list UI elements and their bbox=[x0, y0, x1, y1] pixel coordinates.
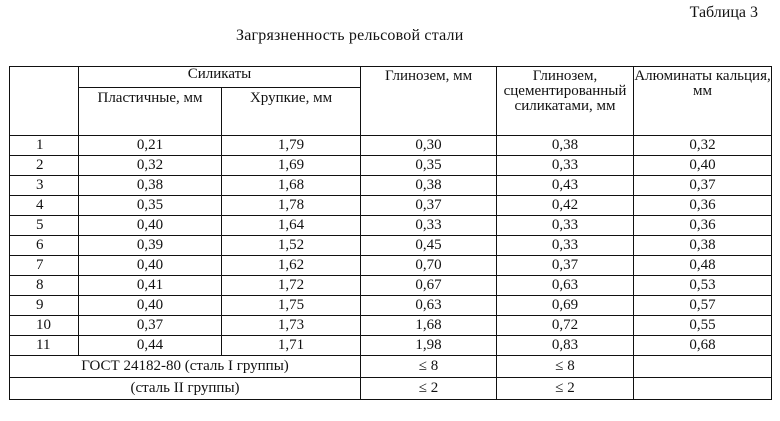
cell-number: 2 bbox=[10, 156, 79, 176]
cell-alumina: 0,33 bbox=[361, 216, 497, 236]
header-silicates: Силикаты bbox=[79, 67, 361, 88]
footer-alumina-cemented: ≤ 2 bbox=[497, 378, 634, 400]
cell-calcium-aluminates: 0,68 bbox=[634, 336, 772, 356]
table-row bbox=[10, 136, 772, 156]
cell-alumina: 0,45 bbox=[361, 236, 497, 256]
cell-brittle: 1,75 bbox=[222, 296, 361, 316]
cell-alumina-cemented: 0,69 bbox=[497, 296, 634, 316]
cell-alumina-cemented: 0,38 bbox=[497, 136, 634, 156]
cell-calcium-aluminates: 0,48 bbox=[634, 256, 772, 276]
header-calcium-aluminates: Алюминаты кальция, мм bbox=[634, 67, 772, 136]
cell-number: 4 bbox=[10, 196, 79, 216]
header-row-top bbox=[10, 67, 772, 88]
cell-alumina: 0,63 bbox=[361, 296, 497, 316]
cell-calcium-aluminates: 0,57 bbox=[634, 296, 772, 316]
cell-brittle: 1,73 bbox=[222, 316, 361, 336]
table-row bbox=[10, 156, 772, 176]
cell-number: 10 bbox=[10, 316, 79, 336]
cell-alumina: 0,35 bbox=[361, 156, 497, 176]
table-number: Таблица 3 bbox=[689, 4, 758, 21]
header-alumina: Глинозем, мм bbox=[361, 67, 497, 136]
cell-brittle: 1,72 bbox=[222, 276, 361, 296]
cell-plastic: 0,40 bbox=[79, 296, 222, 316]
cell-alumina-cemented: 0,42 bbox=[497, 196, 634, 216]
contamination-table bbox=[9, 66, 772, 400]
cell-brittle: 1,71 bbox=[222, 336, 361, 356]
table-row bbox=[10, 176, 772, 196]
cell-alumina-cemented: 0,63 bbox=[497, 276, 634, 296]
cell-alumina: 0,37 bbox=[361, 196, 497, 216]
table-row bbox=[10, 256, 772, 276]
cell-brittle: 1,52 bbox=[222, 236, 361, 256]
table-row bbox=[10, 236, 772, 256]
cell-alumina-cemented: 0,33 bbox=[497, 236, 634, 256]
cell-number: 11 bbox=[10, 336, 79, 356]
table-row bbox=[10, 316, 772, 336]
cell-alumina-cemented: 0,37 bbox=[497, 256, 634, 276]
cell-brittle: 1,69 bbox=[222, 156, 361, 176]
cell-calcium-aluminates: 0,36 bbox=[634, 196, 772, 216]
cell-alumina: 0,70 bbox=[361, 256, 497, 276]
cell-number: 5 bbox=[10, 216, 79, 236]
cell-alumina-cemented: 0,72 bbox=[497, 316, 634, 336]
footer-alumina: ≤ 2 bbox=[361, 378, 497, 400]
cell-plastic: 0,32 bbox=[79, 156, 222, 176]
cell-alumina: 0,38 bbox=[361, 176, 497, 196]
cell-calcium-aluminates: 0,32 bbox=[634, 136, 772, 156]
cell-alumina-cemented: 0,83 bbox=[497, 336, 634, 356]
cell-alumina: 1,68 bbox=[361, 316, 497, 336]
cell-brittle: 1,78 bbox=[222, 196, 361, 216]
cell-calcium-aluminates: 0,38 bbox=[634, 236, 772, 256]
cell-calcium-aluminates: 0,37 bbox=[634, 176, 772, 196]
cell-plastic: 0,37 bbox=[79, 316, 222, 336]
footer-alumina: ≤ 8 bbox=[361, 356, 497, 378]
table-row bbox=[10, 196, 772, 216]
footer-row bbox=[10, 378, 772, 400]
cell-alumina: 0,30 bbox=[361, 136, 497, 156]
cell-calcium-aluminates: 0,55 bbox=[634, 316, 772, 336]
cell-number: 1 bbox=[10, 136, 79, 156]
header-alumina-cemented: Глинозем, сцементированный силикатами, мм bbox=[497, 67, 634, 136]
cell-plastic: 0,35 bbox=[79, 196, 222, 216]
table-row bbox=[10, 276, 772, 296]
cell-plastic: 0,39 bbox=[79, 236, 222, 256]
cell-number: 8 bbox=[10, 276, 79, 296]
header-plastic: Пластичные, мм bbox=[79, 88, 222, 136]
cell-brittle: 1,68 bbox=[222, 176, 361, 196]
cell-alumina-cemented: 0,33 bbox=[497, 156, 634, 176]
cell-alumina-cemented: 0,33 bbox=[497, 216, 634, 236]
cell-alumina: 0,67 bbox=[361, 276, 497, 296]
header-number bbox=[10, 67, 79, 136]
footer-row bbox=[10, 356, 772, 378]
table-title: Загрязненность рельсовой стали bbox=[236, 27, 464, 44]
cell-plastic: 0,38 bbox=[79, 176, 222, 196]
cell-number: 7 bbox=[10, 256, 79, 276]
cell-plastic: 0,44 bbox=[79, 336, 222, 356]
cell-number: 6 bbox=[10, 236, 79, 256]
header-brittle: Хрупкие, мм bbox=[222, 88, 361, 136]
cell-brittle: 1,62 bbox=[222, 256, 361, 276]
table-row bbox=[10, 296, 772, 316]
cell-calcium-aluminates: 0,40 bbox=[634, 156, 772, 176]
footer-label: (сталь II группы) bbox=[10, 378, 361, 400]
cell-brittle: 1,79 bbox=[222, 136, 361, 156]
cell-calcium-aluminates: 0,36 bbox=[634, 216, 772, 236]
table-row bbox=[10, 216, 772, 236]
footer-label: ГОСТ 24182-80 (сталь I группы) bbox=[10, 356, 361, 378]
cell-brittle: 1,64 bbox=[222, 216, 361, 236]
footer-calcium-aluminates bbox=[634, 356, 772, 378]
cell-plastic: 0,41 bbox=[79, 276, 222, 296]
footer-calcium-aluminates bbox=[634, 378, 772, 400]
cell-number: 3 bbox=[10, 176, 79, 196]
cell-plastic: 0,40 bbox=[79, 216, 222, 236]
cell-alumina: 1,98 bbox=[361, 336, 497, 356]
cell-plastic: 0,21 bbox=[79, 136, 222, 156]
cell-plastic: 0,40 bbox=[79, 256, 222, 276]
cell-number: 9 bbox=[10, 296, 79, 316]
table-row bbox=[10, 336, 772, 356]
cell-alumina-cemented: 0,43 bbox=[497, 176, 634, 196]
footer-alumina-cemented: ≤ 8 bbox=[497, 356, 634, 378]
cell-calcium-aluminates: 0,53 bbox=[634, 276, 772, 296]
